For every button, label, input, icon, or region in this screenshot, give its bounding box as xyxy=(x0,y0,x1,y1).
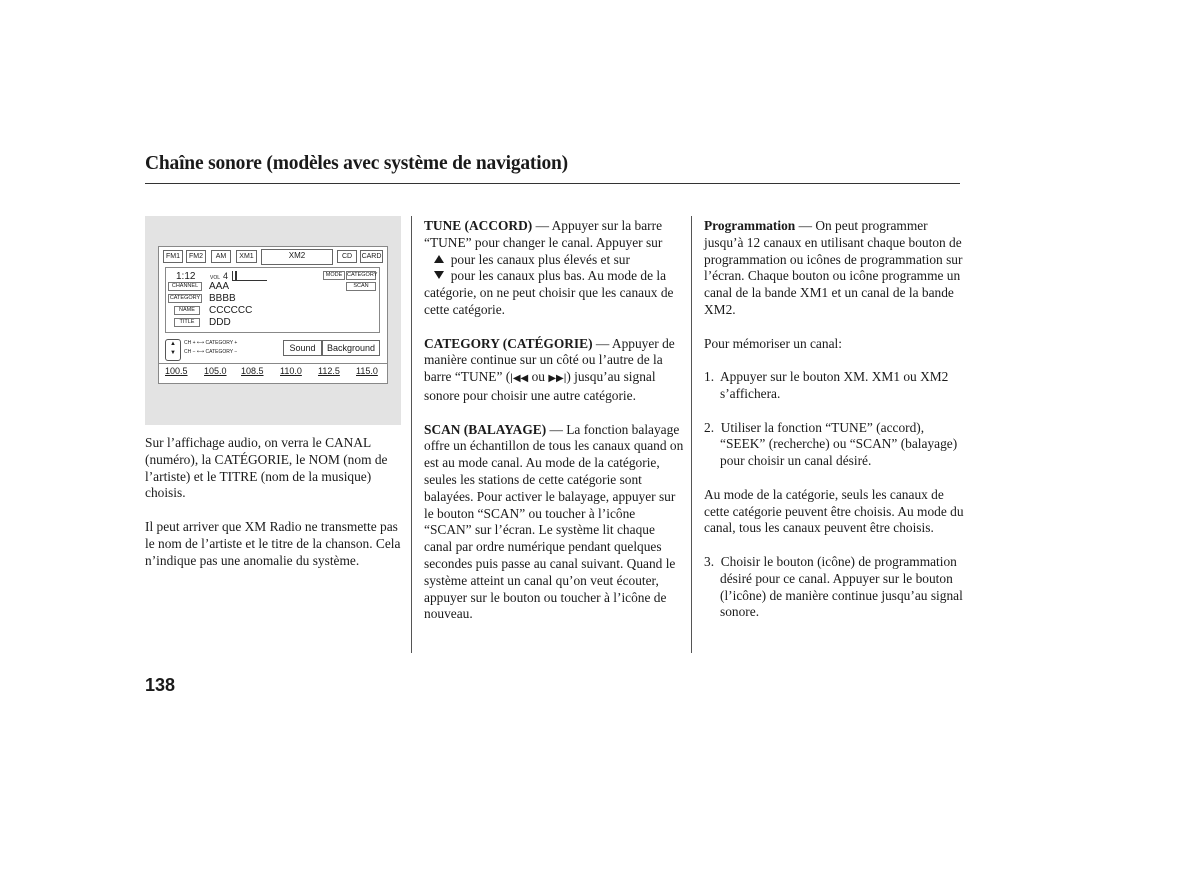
title-label: TITLE xyxy=(174,318,200,327)
fm1-button[interactable]: FM1 xyxy=(163,250,183,263)
title-divider xyxy=(145,183,960,184)
volume-bar xyxy=(232,271,267,281)
category-heading: CATEGORY (CATÉGORIE) xyxy=(424,335,593,351)
time-display: 1:12 xyxy=(176,271,196,282)
xm-note: Il peut arriver que XM Radio ne transmette pas le nom de l’artiste et le titre de la chanson. Cela n’indique pas une anomalie du système. xyxy=(145,518,401,568)
tune-down-hint: CH − ⟷ CATEGORY − xyxy=(184,349,238,355)
category-note: Au mode de la catégorie, seuls les canaux de cette catégorie peuvent être choisis. Au mode du canal, tous les canaux peuvent être choisis. xyxy=(704,486,964,536)
mode-label: MODE xyxy=(323,271,345,280)
preset-3[interactable]: 108.5 xyxy=(241,366,264,376)
tune-up-hint: CH + ⟷ CATEGORY + xyxy=(184,340,238,346)
tune-intro: — Appuyer sur la barre “TUNE” pour changer le canal. Appuyer sur xyxy=(424,218,663,250)
scan-heading: SCAN (BALAYAGE) xyxy=(424,421,547,437)
memo-intro: Pour mémoriser un canal: xyxy=(704,335,842,351)
scan-section xyxy=(424,422,686,624)
programming-section xyxy=(704,218,966,319)
name-label: NAME xyxy=(174,306,200,315)
xm1-button[interactable]: XM1 xyxy=(236,250,257,263)
skip-forward-icon: ▶▶| xyxy=(548,373,567,385)
cd-button[interactable]: CD xyxy=(337,250,357,263)
scan-body: — La fonction balayage offre un échantillon de tous les canaux quand on est au mode canal. Au mode de la catégorie, seules les stations de cette catégorie sont balayées. Pour activer le balayage, appuyer sur le bouton “SCAN” ou toucher à l’icône “SCAN” sur l’écran. Le système lit chaque canal par ordre numérique pendant quelques secondes puis passe au canal suivant. Quand le système atteint un canal qu’on veut écouter, appuyer sur le bouton ou toucher à l’icône de nouveau. xyxy=(424,421,684,622)
preset-2[interactable]: 105.0 xyxy=(204,366,227,376)
preset-6[interactable]: 115.0 xyxy=(356,366,378,376)
step-2: 2. Utiliser la fonction “TUNE” (accord), “SEEK” (recherche) ou “SCAN” (balayage) pour choisir un canal désiré. xyxy=(704,419,958,469)
step-1: 1. Appuyer sur le bouton XM. XM1 ou XM2 s’affichera. xyxy=(704,369,949,401)
tune-bar[interactable] xyxy=(165,339,181,361)
title-value: DDD xyxy=(209,317,231,328)
preset-1[interactable]: 100.5 xyxy=(165,366,188,376)
programming-body: — On peut programmer jusqu’à 12 canaux en utilisant chaque bouton de programmation ou icônes de programmation sur l’écran. Chaque bouton ou icône programme un canal de la bande XM1 et un canal de la bande XM2. xyxy=(704,218,963,317)
sound-button[interactable]: Sound xyxy=(283,340,322,356)
preset-4[interactable]: 110.0 xyxy=(280,366,302,376)
category-value: BBBB xyxy=(209,293,236,304)
tune-down-text: pour les canaux plus bas. Au mode de la catégorie, on ne peut choisir que les canaux de cette catégorie. xyxy=(424,268,674,317)
category-body-b: ) jusqu’au signal sonore pour choisir une autre catégorie. xyxy=(424,369,656,403)
column-divider-1 xyxy=(411,216,412,653)
volume-level xyxy=(235,271,237,280)
card-button[interactable]: CARD xyxy=(360,250,383,263)
am-button[interactable]: AM xyxy=(211,250,231,263)
tune-up-text: pour les canaux plus élevés et sur xyxy=(450,251,630,267)
programming-heading: Programmation xyxy=(704,218,796,233)
preset-divider xyxy=(159,363,387,364)
page-title: Chaîne sonore (modèles avec système de navigation) xyxy=(145,153,568,174)
skip-back-icon: |◀◀ xyxy=(510,373,529,385)
arrow-down-icon xyxy=(434,271,444,279)
category-section xyxy=(424,336,686,405)
scan-button[interactable]: SCAN xyxy=(346,282,376,291)
column-2 xyxy=(424,218,686,623)
audio-screen-illustration xyxy=(145,216,401,425)
arrow-up-icon xyxy=(434,255,444,263)
page-number: 138 xyxy=(145,675,176,695)
column-1 xyxy=(145,435,401,569)
preset-5[interactable]: 112.5 xyxy=(318,366,340,376)
channel-info-panel xyxy=(165,267,380,333)
column-3 xyxy=(704,218,966,621)
xm2-button[interactable]: XM2 xyxy=(261,249,333,265)
channel-value: AAA xyxy=(209,281,230,292)
category-body-a: — Appuyer de manière continue sur un côté ou l’autre de la barre “TUNE” ( xyxy=(424,335,675,385)
audio-display xyxy=(158,246,388,384)
vol-label: VOL xyxy=(210,275,221,281)
category-label: CATEGORY xyxy=(169,295,201,301)
tune-section xyxy=(424,218,686,252)
channel-label: CHANNEL xyxy=(168,282,202,291)
fm2-button[interactable]: FM2 xyxy=(186,250,206,263)
category-button[interactable]: CATEGORY xyxy=(347,272,378,278)
tune-up-icon: ▲ xyxy=(170,341,176,347)
tune-down-icon: ▼ xyxy=(170,350,176,356)
tune-heading: TUNE (ACCORD) xyxy=(424,218,533,233)
column-divider-2 xyxy=(691,216,692,653)
name-value: CCCCCC xyxy=(209,305,253,316)
display-description: Sur l’affichage audio, on verra le CANAL (numéro), la CATÉGORIE, le NOM (nom de l’artiste) et le TITRE (nom de la musique) choisis. xyxy=(145,435,388,501)
category-mid: ou xyxy=(528,369,549,385)
vol-value: 4 xyxy=(223,271,229,281)
background-button[interactable]: Background xyxy=(322,340,380,356)
step-3: 3. Choisir le bouton (icône) de programmation désiré pour ce canal. Appuyer sur le bouton (l’icône) de manière continue jusqu’au signal sonore. xyxy=(704,553,963,620)
